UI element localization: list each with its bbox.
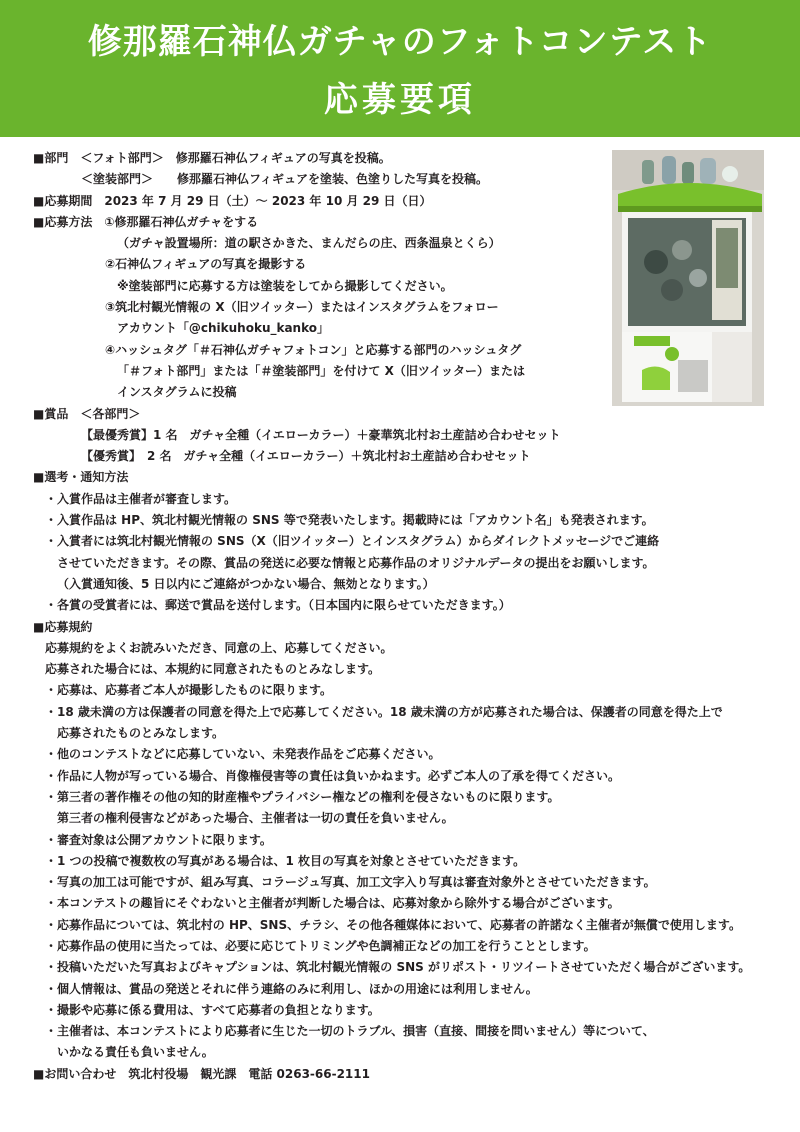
- page-subtitle: 応募要項: [324, 80, 476, 120]
- guideline-line: ・撮影や応募に係る費用は、すべて応募者の負担となります。: [45, 1002, 380, 1017]
- guideline-line: ・他のコンテストなどに応募していない、未発表作品をご応募ください。: [45, 747, 441, 762]
- guideline-line: ・写真の加工は可能ですが、組み写真、コラージュ写真、加工文字入り写真は審査対象外とさせていただきます。: [45, 875, 656, 890]
- guideline-line: ・応募は、応募者ご本人が撮影したものに限ります。: [45, 683, 333, 698]
- guideline-line: 応募規約をよくお読みいただき、同意の上、応募してください。: [45, 640, 393, 655]
- guideline-line: ②石神仏フィギュアの写真を撮影する: [105, 257, 307, 272]
- guideline-line: ・入賞作品は HP、筑北村観光情報の SNS 等で発表いたします。掲載時には「アカウント名」も発表されます。: [45, 513, 654, 528]
- guideline-line: ※塗装部門に応募する方は塗装をしてから撮影してください。: [117, 278, 453, 293]
- guideline-line: ・1 つの投稿で複数枚の写真がある場合は、1 枚目の写真を対象とさせていただきます。: [45, 853, 526, 868]
- guideline-line: ・投稿いただいた写真およびキャプションは、筑北村観光情報の SNS がリポスト・リツイートさせていただく場合がございます。: [45, 960, 751, 975]
- guideline-line: ・審査対象は公開アカウントに限ります。: [45, 832, 272, 847]
- guideline-line: ・第三者の著作権その他の知的財産権やプライバシー権などの権利を侵さないものに限ります。: [45, 789, 560, 804]
- guideline-line: ■応募期間 2023 年 7 月 29 日（土）～ 2023 年 10 月 29 日（日）: [33, 193, 432, 208]
- guideline-line: ・各賞の受賞者には、郵送で賞品を送付します。（日本国内に限らせていただきます。）: [45, 598, 511, 613]
- guideline-line: ■部門 ＜フォト部門＞ 修那羅石神仏フィギュアの写真を投稿。: [33, 151, 391, 165]
- guideline-line: ■応募規約: [33, 619, 93, 634]
- guideline-line: ■賞品 ＜各部門＞: [33, 406, 141, 421]
- guideline-line: 応募されたものとみなします。: [57, 726, 225, 741]
- guideline-line: ・入賞者には筑北村観光情報の SNS（X（旧ツイッター）とインスタグラム）からダイレクトメッセージでご連絡: [45, 534, 660, 549]
- guideline-line: （入賞通知後、5 日以内にご連絡がつかない場合、無効となります。）: [57, 576, 435, 591]
- guideline-line: ・個人情報は、賞品の発送とそれに伴う連絡のみに利用し、ほかの用途には利用しません。: [45, 981, 538, 996]
- guideline-line: ■お問い合わせ 筑北村役場 観光課 電話 0263-66-2111: [33, 1066, 370, 1081]
- guideline-line: ・18 歳未満の方は保護者の同意を得た上で応募してください。18 歳未満の方が応募された場合は、保護者の同意を得た上で: [45, 704, 723, 719]
- guideline-line: アカウント「@chikuhoku_kanko」: [117, 321, 330, 336]
- guideline-line: ③筑北村観光情報の X（旧ツイッター）またはインスタグラムをフォロー: [105, 300, 499, 315]
- gacha-machine-photo: [612, 150, 764, 406]
- guideline-line: 第三者の権利侵害などがあった場合、主催者は一切の責任を負いません。: [57, 811, 454, 826]
- guideline-line: ・作品に人物が写っている場合、肖像権侵害等の責任は負いかねます。必ずご本人の了承を得てください。: [45, 768, 621, 783]
- guideline-line: ・応募作品の使用に当たっては、必要に応じてトリミングや色調補正などの加工を行うこととします。: [45, 938, 596, 953]
- guideline-line: させていただきます。その際、賞品の発送に必要な情報と応募作品のオリジナルデータの提出をお願いします。: [57, 555, 655, 570]
- guideline-line: ・入賞作品は主催者が審査します。: [45, 491, 237, 506]
- guideline-line: いかなる責任も負いません。: [57, 1045, 214, 1060]
- page-title: 修那羅石神仏ガチャのフォトコンテスト: [87, 22, 713, 62]
- guideline-line: 応募された場合には、本規約に同意されたものとみなします。: [45, 662, 381, 677]
- guideline-line: 【最優秀賞】1 名 ガチャ全種（イエローカラー）＋豪華筑北村お土産詰め合わせセット: [81, 427, 561, 442]
- guideline-line: ■応募方法 ①修那羅石神仏ガチャをする: [33, 214, 259, 229]
- gacha-machine-illustration: [612, 150, 764, 406]
- guideline-line: 「＃フォト部門」または「＃塗装部門」を付けて X（旧ツイッター）または: [117, 363, 525, 378]
- guideline-line: ・応募作品については、筑北村の HP、SNS、チラシ、その他各種媒体において、応募者の許諾なく主催者が無償で使用します。: [45, 917, 741, 932]
- guideline-line: ・主催者は、本コンテストにより応募者に生じた一切のトラブル、損害（直接、間接を問いません）等について、: [45, 1024, 655, 1039]
- guideline-line: ④ハッシュタグ「＃石神仏ガチャフォトコン」と応募する部門のハッシュタグ: [105, 342, 522, 357]
- guideline-line: （ガチャ設置場所：道の駅さかきた、まんだらの庄、西条温泉とくら）: [117, 236, 501, 251]
- guideline-line: 【優秀賞】 2 名 ガチャ全種（イエローカラー）＋筑北村お土産詰め合わせセット: [81, 449, 531, 464]
- guideline-line: ＜塗装部門＞ 修那羅石神仏フィギュアを塗装、色塗りした写真を投稿。: [81, 172, 489, 187]
- guideline-line: ・本コンテストの趣旨にそぐわないと主催者が判断した場合は、応募対象から除外する場合がございます。: [45, 896, 620, 911]
- page-header: [0, 0, 800, 137]
- guideline-line: ■選考・通知方法: [33, 470, 129, 485]
- guideline-line: インスタグラムに投稿: [117, 385, 237, 400]
